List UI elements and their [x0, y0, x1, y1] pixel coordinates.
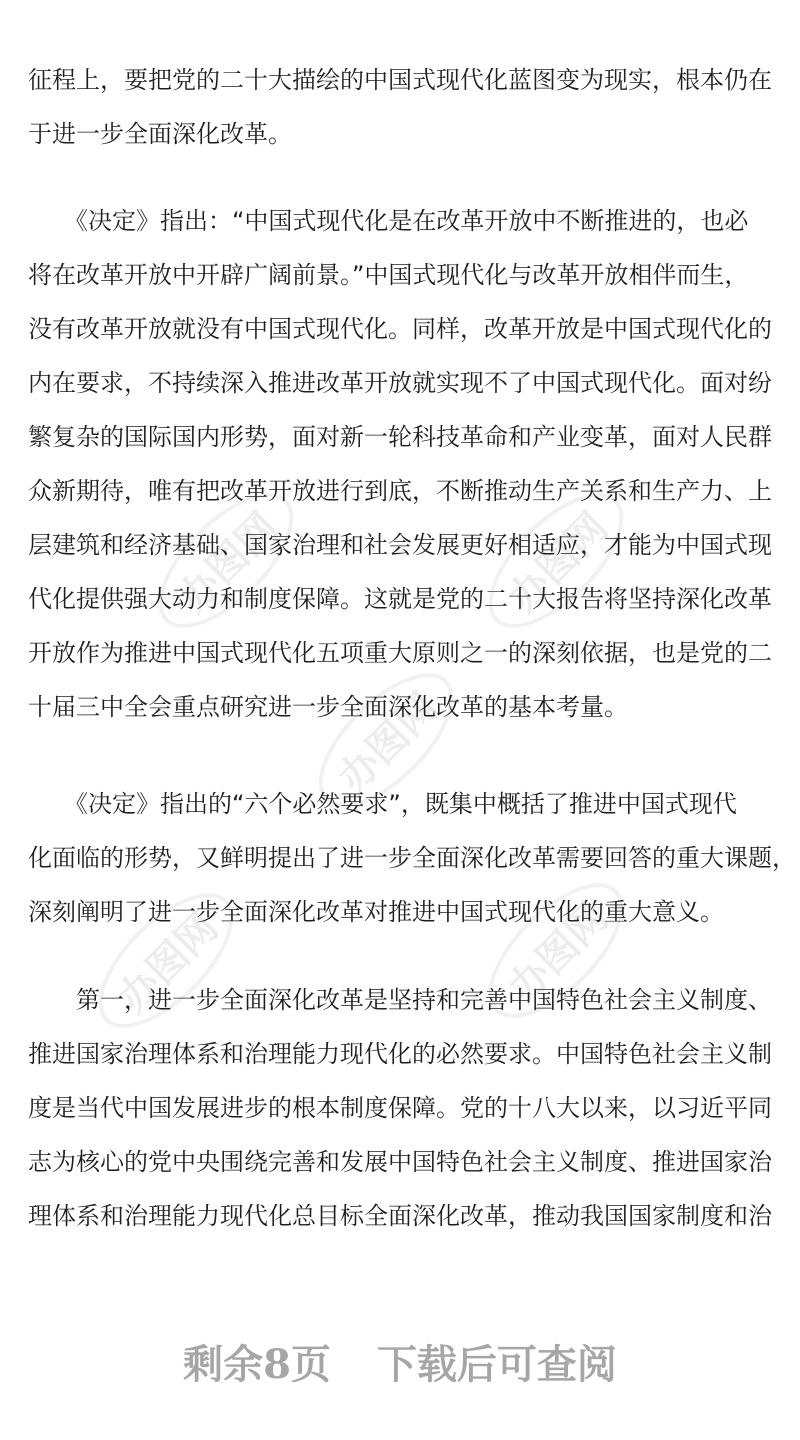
watermark: 办图网 — [77, 871, 256, 1050]
text-line: 深刻阐明了进一步全面深化改革对推进中国式现代化的重大意义。 — [28, 898, 724, 926]
download-prompt[interactable] — [0, 1330, 800, 1400]
text-line: 十届三中全会重点研究进一步全面深化改革的基本考量。 — [28, 693, 628, 721]
text-line: 《决定》指出的“六个必然要求”，既集中概括了推进中国式现代 — [28, 790, 737, 818]
watermark: 办图网 — [297, 651, 476, 830]
text-line: 没有改革开放就没有中国式现代化。同样，改革开放是中国式现代化的 — [28, 315, 772, 343]
remaining-pages-text: 剩余8页 — [183, 1341, 331, 1388]
text-line: 开放作为推进中国式现代化五项重大原则之一的深刻依据，也是党的二 — [28, 639, 772, 667]
text-line: 《决定》指出：“中国式现代化是在改革开放中不断推进的，也必 — [28, 207, 749, 235]
text-line: 众新期待，唯有把改革开放进行到底，不断推动生产关系和生产力、上 — [28, 477, 772, 505]
text-line: 理体系和治理能力现代化总目标全面深化改革，推动我国国家制度和治 — [28, 1202, 772, 1230]
text-line: 化面临的形势，又鲜明提出了进一步全面深化改革需要回答的重大课题， — [28, 844, 796, 872]
text-line: 繁复杂的国际国内形势，面对新一轮科技革命和产业变革，面对人民群 — [28, 423, 772, 451]
text-line: 内在要求，不持续深入推进改革开放就实现不了中国式现代化。面对纷 — [28, 369, 772, 397]
text-line: 将在改革开放中开辟广阔前景。”中国式现代化与改革开放相伴而生， — [28, 261, 749, 289]
text-line: 征程上，要把党的二十大描绘的中国式现代化蓝图变为现实，根本仍在 — [28, 66, 772, 94]
watermark: 办图网 — [467, 861, 646, 1040]
text-line: 推进国家治理体系和治理能力现代化的必然要求。中国特色社会主义制 — [28, 1040, 772, 1068]
text-line: 志为核心的党中央围绕完善和发展中国特色社会主义制度、推进国家治 — [28, 1148, 772, 1176]
watermark: 办图网 — [467, 471, 646, 650]
text-line: 度是当代中国发展进步的根本制度保障。党的十八大以来，以习近平同 — [28, 1094, 772, 1122]
text-line: 代化提供强大动力和制度保障。这就是党的二十大报告将坚持深化改革 — [28, 585, 772, 613]
text-line: 第一，进一步全面深化改革是坚持和完善中国特色社会主义制度、 — [28, 986, 772, 1014]
watermark: 办图网 — [137, 471, 316, 650]
text-line: 于进一步全面深化改革。 — [28, 120, 292, 148]
text-line: 层建筑和经济基础、国家治理和社会发展更好相适应，才能为中国式现 — [28, 531, 772, 559]
download-to-view-text: 下载后可查阅 — [376, 1341, 617, 1388]
